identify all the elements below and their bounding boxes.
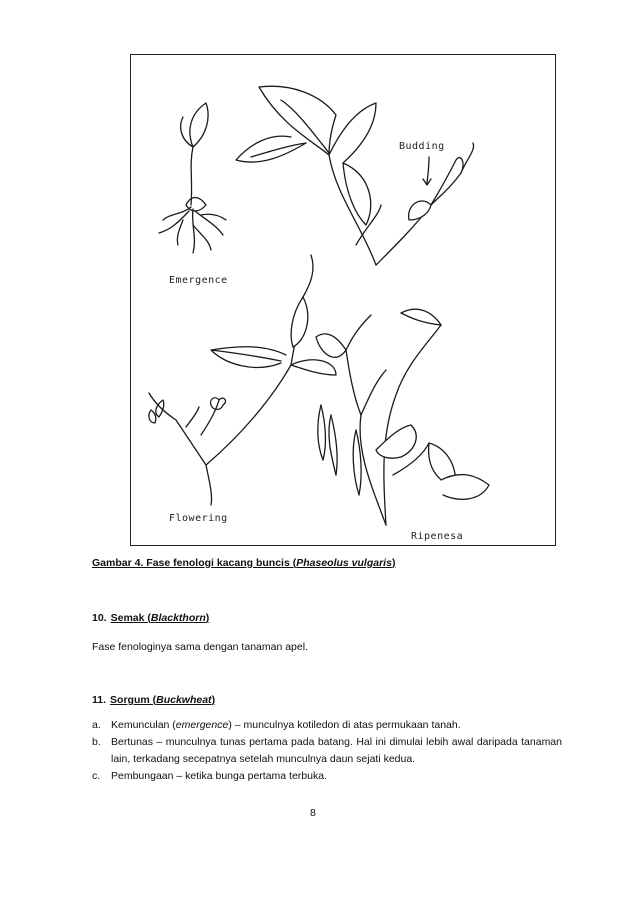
phenology-figure <box>130 54 556 546</box>
budding-plant-drawing <box>236 86 474 265</box>
section-11-number: 11. <box>92 694 107 706</box>
list-item-text: Bertunas – munculnya tunas pertama pada batang. Hal ini dimulai lebih awal daripada tanaman lain, terkadang secepatnya setelah munculnya daun sejati kedua. <box>111 736 562 765</box>
page-number: 8 <box>310 807 316 819</box>
flowering-plant-drawing <box>149 255 336 505</box>
ripeness-label: Ripenesa <box>411 531 464 542</box>
list-marker: c. <box>92 770 101 782</box>
section-11-list <box>92 717 562 785</box>
section-10-body: Fase fenologinya sama dengan tanaman apel. <box>92 641 308 653</box>
list-item <box>92 734 562 768</box>
list-item <box>92 717 562 734</box>
list-marker: b. <box>92 736 101 748</box>
list-item <box>92 768 562 785</box>
section-10-heading <box>92 612 209 624</box>
section-10-number: 10. <box>92 612 107 624</box>
bean-plant-illustration <box>131 55 557 547</box>
list-item-text: Kemunculan (emergence) – munculnya kotiledon di atas permukaan tanah. <box>111 719 461 731</box>
budding-arrow <box>423 157 431 185</box>
ripeness-plant-drawing <box>316 309 489 525</box>
caption-prefix: Gambar 4. Fase fenologi kacang buncis ( <box>92 557 297 569</box>
section-10-title: Semak (Blackthorn) <box>110 612 210 624</box>
list-marker: a. <box>92 719 101 731</box>
figure-caption <box>92 557 395 569</box>
caption-suffix: ) <box>391 557 396 569</box>
emergence-seedling-drawing <box>159 103 226 253</box>
section-11-heading <box>92 694 215 706</box>
caption-species: Phaseolus vulgaris <box>296 557 392 569</box>
budding-label: Budding <box>399 141 445 152</box>
flowering-label: Flowering <box>169 513 228 524</box>
list-item-text: Pembungaan – ketika bunga pertama terbuka. <box>111 770 327 782</box>
section-11-title: Sorgum (Buckwheat) <box>110 694 216 706</box>
emergence-label: Emergence <box>169 275 228 286</box>
